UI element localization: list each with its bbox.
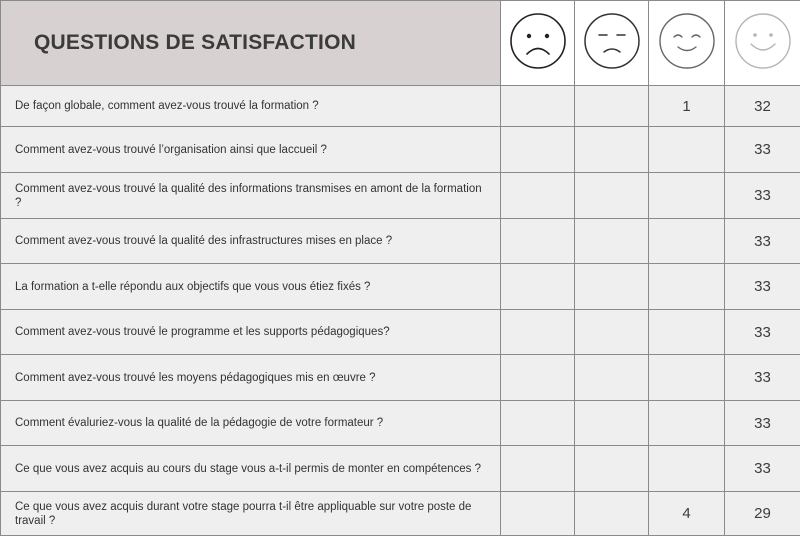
count-very-satisfied: 33 xyxy=(725,355,800,401)
header-row xyxy=(1,1,800,86)
table-row xyxy=(1,355,800,401)
count-unsatisfied xyxy=(575,401,649,446)
table-row xyxy=(1,492,800,536)
count-unsatisfied xyxy=(575,264,649,310)
count-satisfied: 1 xyxy=(649,86,725,127)
count-very-unsatisfied xyxy=(501,401,575,446)
question-text: Comment avez-vous trouvé la qualité des informations transmises en amont de la formation ? xyxy=(1,173,501,219)
count-very-unsatisfied xyxy=(501,219,575,264)
count-unsatisfied xyxy=(575,173,649,219)
count-satisfied xyxy=(649,264,725,310)
count-very-unsatisfied xyxy=(501,264,575,310)
table-row xyxy=(1,86,800,127)
face-cell-2 xyxy=(575,1,649,86)
table-row xyxy=(1,173,800,219)
count-very-unsatisfied xyxy=(501,446,575,492)
table-row xyxy=(1,401,800,446)
table-row xyxy=(1,219,800,264)
count-very-satisfied: 33 xyxy=(725,219,800,264)
question-text: De façon globale, comment avez-vous trouvé la formation ? xyxy=(1,86,501,127)
count-satisfied xyxy=(649,355,725,401)
count-very-satisfied: 33 xyxy=(725,173,800,219)
smile-face-icon xyxy=(657,11,717,71)
count-very-satisfied: 33 xyxy=(725,446,800,492)
count-unsatisfied xyxy=(575,86,649,127)
sad-face-icon xyxy=(582,11,642,71)
very-sad-face-icon xyxy=(508,11,568,71)
count-unsatisfied xyxy=(575,310,649,355)
count-unsatisfied xyxy=(575,492,649,536)
big-smile-face-icon xyxy=(733,11,793,71)
face-cell-3 xyxy=(649,1,725,86)
question-text: Comment avez-vous trouvé l’organisation ainsi que laccueil ? xyxy=(1,127,501,173)
question-text: Comment évaluriez-vous la qualité de la pédagogie de votre formateur ? xyxy=(1,401,501,446)
question-text: La formation a t-elle répondu aux objectifs que vous vous étiez fixés ? xyxy=(1,264,501,310)
count-very-unsatisfied xyxy=(501,173,575,219)
table-row xyxy=(1,264,800,310)
count-unsatisfied xyxy=(575,219,649,264)
count-very-satisfied: 33 xyxy=(725,264,800,310)
question-text: Comment avez-vous trouvé la qualité des infrastructures mises en place ? xyxy=(1,219,501,264)
table-row xyxy=(1,310,800,355)
count-very-unsatisfied xyxy=(501,492,575,536)
count-very-satisfied: 33 xyxy=(725,310,800,355)
count-unsatisfied xyxy=(575,446,649,492)
count-satisfied xyxy=(649,310,725,355)
table-row xyxy=(1,446,800,492)
count-very-satisfied: 32 xyxy=(725,86,800,127)
count-unsatisfied xyxy=(575,355,649,401)
count-very-satisfied: 29 xyxy=(725,492,800,536)
count-very-satisfied: 33 xyxy=(725,401,800,446)
count-satisfied xyxy=(649,127,725,173)
count-very-unsatisfied xyxy=(501,355,575,401)
question-text: Ce que vous avez acquis au cours du stage vous a-t-il permis de monter en compétences ? xyxy=(1,446,501,492)
question-text: Ce que vous avez acquis durant votre stage pourra t-il être appliquable sur votre poste de travail ? xyxy=(1,492,501,536)
question-text: Comment avez-vous trouvé les moyens pédagogiques mis en œuvre ? xyxy=(1,355,501,401)
count-unsatisfied xyxy=(575,127,649,173)
count-satisfied xyxy=(649,219,725,264)
count-very-unsatisfied xyxy=(501,86,575,127)
count-satisfied: 4 xyxy=(649,492,725,536)
count-very-unsatisfied xyxy=(501,310,575,355)
table-title: QUESTIONS DE SATISFACTION xyxy=(1,1,501,86)
count-very-satisfied: 33 xyxy=(725,127,800,173)
count-satisfied xyxy=(649,446,725,492)
count-satisfied xyxy=(649,173,725,219)
count-satisfied xyxy=(649,401,725,446)
table-row xyxy=(1,127,800,173)
count-very-unsatisfied xyxy=(501,127,575,173)
face-cell-1 xyxy=(501,1,575,86)
question-text: Comment avez-vous trouvé le programme et les supports pédagogiques? xyxy=(1,310,501,355)
face-cell-4 xyxy=(725,1,800,86)
